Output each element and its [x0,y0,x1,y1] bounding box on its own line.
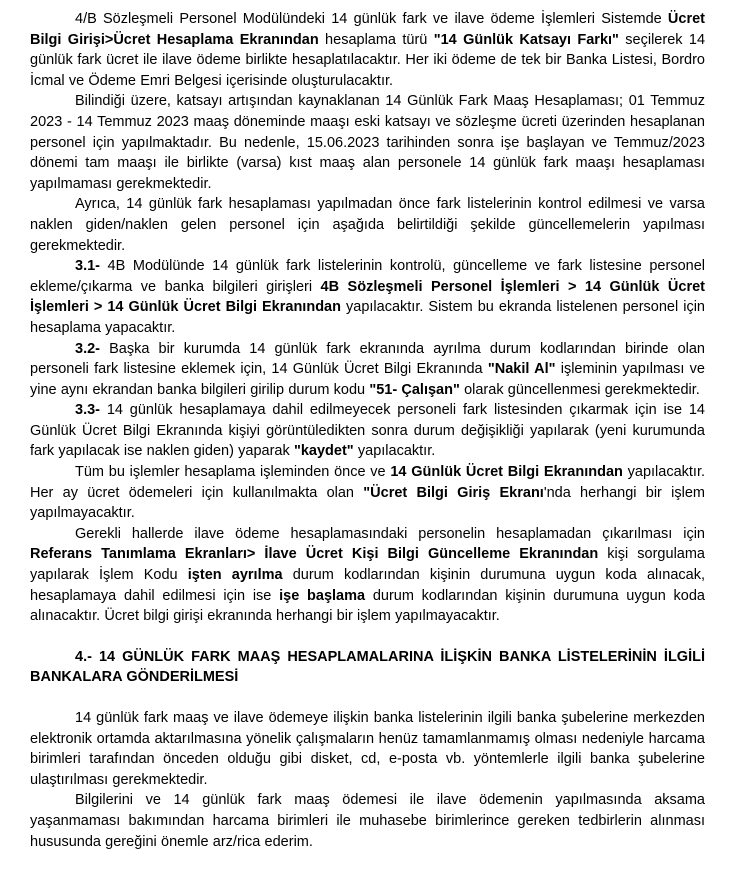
document-body [30,9,705,852]
paragraph-bilgilerini-arz-rica [30,790,705,852]
paragraph-3-1 [30,256,705,338]
text-run: yapılacaktır. [353,443,436,460]
bold-text-run: Ücret Bilgi Girişi>Ücret Hesaplama Ekranından [30,11,705,48]
text-run: Gerekli hallerde ilave ödeme hesaplamasındaki personelin hesaplamadan çıkarılması için [75,525,705,542]
text-run: olarak güncellenmesi gerekmektedir. [459,381,700,398]
bold-text-run: 4B Sözleşmeli Personel İşlemleri > 14 Günlük Ücret İşlemleri > 14 Günlük Ücret Bilgi Ekranından [30,278,705,316]
paragraph-intro-4b-module [30,9,705,91]
bold-text-run: Referans Tanımlama Ekranları> İlave Ücret Kişi Bilgi Güncelleme Ekranından [30,546,599,563]
bold-text-run: 3.3- [75,402,100,419]
heading-section-4 [30,647,705,688]
text-run: 'nda herhangi bir işlem yapılmayacaktır. [30,484,705,522]
text-run: seçilerek 14 günlük fark ücret ile ilave ödeme birlikte hesaplatılacaktır. Her iki ödeme de tek bir Banka Listesi, Bordro İcmal ve Ödeme Emri Belgesi içerisinde oluşturulacaktır. [30,31,706,89]
text-run: Başka bir kurumda 14 günlük fark ekranında ayrılma durum kodlarından birinde olan personeli fark listesine eklemek için, 14 Günlük Ücret Bilgi Ekranında [30,340,705,378]
text-run: Bilgilerini ve 14 günlük fark maaş ödemesi ile ilave ödemenin yapılmasında aksama yaşanmaması bakımından harcama birimleri ile muhasebe birimlerince gereken tedbirlerin alınması hususunda gereğini önemle arz/rica ederim. [30,792,705,850]
text-run: Ayrıca, 14 günlük fark hesaplaması yapılmadan önce fark listelerinin kontrol edilmesi ve varsa naklen giden/naklen gelen personel için aşağıda belirtildiği şekilde güncellemelerin yapılması gerekmektedir. [30,196,705,254]
paragraph-3-2 [30,339,705,401]
text-run: 4B Modülünde 14 günlük fark listelerinin kontrolü, güncelleme ve fark listesine personel ekleme/çıkarma ve banka bilgileri girişleri [30,258,705,295]
paragraph-ayrica-kontrol [30,194,705,256]
paragraph-3-3 [30,400,705,462]
text-run: yapılacaktır. Sistem bu ekranda listelenen personel için hesaplama yapacaktır. [30,299,706,336]
bold-text-run: "51- Çalışan" [369,381,460,398]
paragraph-tum-islemler [30,462,705,524]
bold-text-run: işten ayrılma [187,567,283,584]
text-run: kişi sorgulama yapılarak İşlem Kodu [30,546,705,584]
paragraph-katsayi-artisi [30,91,705,194]
bold-text-run: "Ücret Bilgi Giriş Ekranı [363,484,544,501]
bold-text-run: 3.2- [75,340,100,357]
text-run: durum kodlarından kişinin durumuna uygun koda alınacak, hesaplamaya dahil edilmesi için ise [30,567,706,604]
text-run: 14 günlük hesaplamaya dahil edilmeyecek personeli fark listesinden çıkarmak için ise 14 Günlük Ücret Bilgi Ekranında kişiyi görüntüledikten sonra durum değişikliği yapılarak (yeni kurumunda fark yapılacak ise naklen giden) yaparak [30,402,705,460]
text-run: işleminin yapılması ve yine aynı ekrandan banka bilgileri girilip durum kodu [30,361,705,398]
text-run: hesaplama türü [318,31,434,48]
bold-text-run: "kaydet" [293,443,354,460]
bold-text-run: 3.1- [75,258,100,275]
text-run: Bilindiği üzere, katsayı artışından kaynaklanan 14 Günlük Fark Maaş Hesaplaması; 01 Temmuz 2023 - 14 Temmuz 2023 maaş döneminde maaşı eski katsayı ve sözleşme ücreti üzerinden hesaplanan personel için yapılmaktadır. Bu nedenle, 15.06.2023 tarihinden sonra işe başlayan ve Temmuz/2023 dönemi tam maaşı ile birlikte (varsa) kıst maaş alan personele 14 günlük fark maaşı hesaplaması yapılmaması gerekmektedir. [30,93,705,192]
text-run: durum kodlarından kişinin durumuna uygun koda alınacaktır. Ücret bilgi girişi ekranında herhangi bir işlem yapılmayacaktır. [30,587,705,625]
text-run: 14 günlük fark maaş ve ilave ödemeye ilişkin banka listelerinin ilgili banka şubelerine merkezden elektronik ortamda aktarılmasına yönelik çalışmaların henüz tamamlanmamış olması nedeniyle harcama birimleri tarafından önceden olduğu gibi disket, cd, e-posta vb. yöntemlerle ilgili banka şubelerine ulaştırılması gerekmektedir. [30,710,705,788]
bold-text-run: işe başlama [279,587,366,604]
text-run: yapılacaktır. Her ay ücret ödemeleri için kullanılmakta olan [30,464,705,501]
bold-text-run: "14 Günlük Katsayı Farkı" [433,31,619,48]
bold-text-run: 4.- 14 GÜNLÜK FARK MAAŞ HESAPLAMALARINA İLİŞKİN BANKA LİSTELERİNİN İLGİLİ BANKALARA GÖNDERİLMESİ [30,648,705,686]
paragraph-gerekli-hallerde [30,524,705,627]
text-run: Tüm bu işlemler hesaplama işleminden önce ve [75,464,391,481]
paragraph-banka-listeleri [30,708,705,790]
text-run: 4/B Sözleşmeli Personel Modülündeki 14 günlük fark ve ilave ödeme İşlemleri Sistemde [75,11,668,27]
bold-text-run: 14 Günlük Ücret Bilgi Ekranından [390,464,623,481]
bold-text-run: "Nakil Al" [487,361,556,378]
